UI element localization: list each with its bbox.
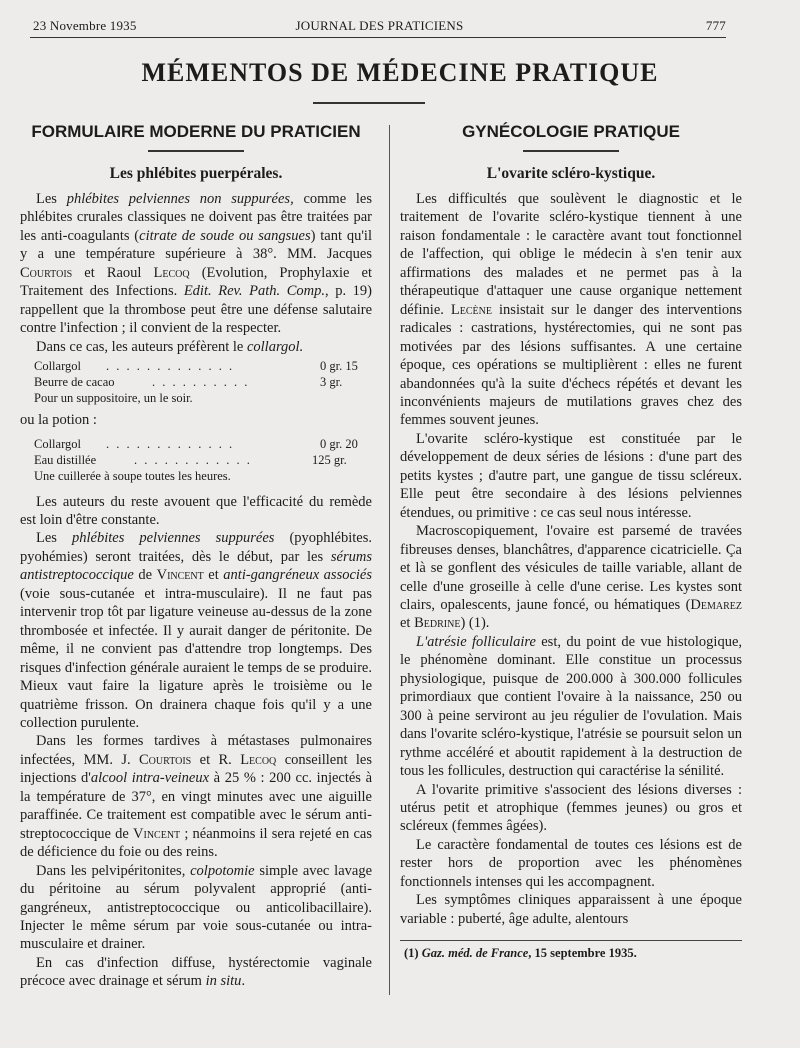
paragraph: Macroscopiquement, l'ovaire est parsemé de travées fibreuses denses, blanchâtres, d'apparence cicatricielle. Ça et là se gonflent des vésicules de taille variable, allant de celle d'une groseille à celle d'une cerise. Les kystes sont clairs, opalescents, jaune foncé, ou hématiques (Demarez et Bedrine) (1).	[400, 523, 742, 632]
author-name: Demarez	[690, 596, 742, 613]
author-name: Lecène	[450, 301, 492, 318]
paragraph: L'ovarite scléro-kystique est constituée par le développement de deux séries de lésions : d'une part des petits kystes ; d'autre part, une gangue de tissu scléreux. Elle peut être secondaire à des lésions pelviennes étendues, ou primitive : ce cas seul nous intéresse.	[400, 430, 742, 521]
footnote-citation: Gaz. méd. de France	[421, 946, 529, 961]
paragraph: Les difficultés que soulèvent le diagnostic et le traitement de l'ovarite scléro-kystique tiennent à une raison fondamentale : le caractère avant tout fonctionnel de l'affection, qui oblige le médecin à s'en tenir aux affirmations des malades et ne permet pas à la thérapeutique d'attaquer une cause organique nettement définie. Lecène insistait sur le danger des interventions radicales : castrations, hystérectomies, qui ne sont pas motivées par des lésions suffisantes. A une certaine époque, ces opérations se multiplièrent : elles ne furent abandonnées qu'à la suite d'échecs répétés et devant les inconvénients majeurs de mutilations graves chez des femmes souvent jeunes.	[400, 191, 742, 429]
author-name: Lecoq	[153, 264, 190, 281]
formula-row: Beurre de cacao . . . . . . . . . . 3 gr.	[34, 375, 343, 390]
author-name: Courtois	[20, 264, 73, 281]
paragraph: Les symptômes cliniques apparaissent à une époque variable : puberté, âge adulte, alentours	[400, 892, 742, 927]
section-rule	[523, 150, 619, 152]
running-header	[33, 16, 726, 36]
section-rule	[148, 150, 244, 152]
right-column	[400, 120, 742, 961]
author-name: Vincent	[156, 567, 204, 584]
header-rule	[30, 37, 726, 38]
paragraph: Dans les formes tardives à métastases pulmonaires infectées, MM. J. Courtois et R. Lecoq conseillent les injections d'alcool intra-veineux à 25 % : 200 cc. injectés à la température de 37°, en vingt minutes avec une aiguille paraffinée. Ce traitement est compatible avec le sérum anti-streptococcique de Vincent ; néanmoins il sera rejeté en cas de déficience du foie ou des reins.	[20, 733, 373, 861]
author-name: Lecoq	[240, 751, 277, 768]
section-title: FORMULAIRE MODERNE DU PRATICIEN	[31, 122, 361, 141]
citation: Edit. Rev. Path. Comp.	[183, 283, 325, 300]
formula-row: Collargol . . . . . . . . . . . . . 0 gr. 20	[34, 436, 358, 451]
article-title: Les phlébites puerpérales.	[109, 165, 283, 182]
page-number: 777	[705, 18, 726, 33]
author-name: Courtois	[139, 751, 192, 768]
formula-row: Collargol . . . . . . . . . . . . . 0 gr. 15	[34, 359, 358, 374]
section-title: GYNÉCOLOGIE PRATIQUE	[462, 122, 680, 141]
author-name: Vincent	[133, 825, 181, 842]
paragraph: Dans ce cas, les auteurs préfèrent le collargol.	[36, 338, 304, 355]
paragraph: ou la potion :	[20, 412, 97, 429]
prescription-formula	[34, 436, 372, 484]
journal-name: JOURNAL DES PRATICIENS	[295, 18, 464, 33]
article-body	[400, 190, 742, 928]
prescription-formula	[34, 358, 372, 406]
page-title: MÉMENTOS DE MÉDECINE PRATIQUE	[141, 58, 659, 87]
paragraph: Dans les pelvipéritonites, colpotomie simple avec lavage du péritoine au sérum polyvalent approprié (anti-gangréneux, antistreptococcique ou anticolibacillaire). Injecter le même sérum par voie sous-cutanée ou intra-musculaire et drainer.	[20, 862, 373, 953]
footnote: (1) Gaz. méd. de France, 15 septembre 1935.	[404, 946, 637, 961]
formula-note: Une cuillerée à soupe toutes les heures.	[34, 468, 231, 483]
footnote-rule	[400, 940, 742, 941]
column-divider	[389, 125, 390, 995]
paragraph: Les phlébites pelviennes suppurées (pyophlébites. pyohémies) seront traitées, dès le début, par les sérums antistreptococcique de Vincent et anti-gangréneux associés (voie sous-cutanée et intra-musculaire). Il ne faut pas intervenir trop tôt par ligature veineuse au-dessus de la zone thrombosée et infectée. Il y aurait danger de péritonite. De même, il ne convient pas d'attendre trop longtemps. Des risques d'infection générale auraient le temps de se produire. Mieux vaut faire la ligature après le troisième ou le quatrième frisson. On drainera chaque fois qu'il y a une collection purulente.	[20, 530, 373, 731]
paragraph: L'atrésie folliculaire est, du point de vue histologique, le phénomène dominant. Elle constitue un processus physiologique, puisque de 200.000 à 300.000 follicules primordiaux que contient l'ovaire à la naissance, 250 ou 300 à peine serviront au jeu régulier de l'ovulation. Mais dans l'ovarite scléro-kystique, l'atrésie se poursuit selon un rythme accéléré et aboutit rapidement à la destruction de tous les follicules, destruction qui caractérise la sénilité.	[400, 633, 742, 780]
article-body	[20, 190, 372, 991]
formula-note: Pour un suppositoire, un le soir.	[34, 391, 193, 406]
author-name: Bedrine	[414, 615, 461, 632]
paragraph: Les auteurs du reste avouent que l'efficacité du remède est loin d'être constante.	[20, 493, 372, 528]
issue-date: 23 Novembre 1935	[33, 18, 137, 33]
paragraph: A l'ovarite primitive s'associent des lésions diverses : utérus petit et atrophique (femmes jeunes) ou gros et scléreux (femmes âgées).	[400, 781, 742, 835]
formula-row: Eau distillée . . . . . . . . . . . . 125 gr.	[34, 452, 347, 467]
title-rule	[313, 102, 425, 104]
paragraph: Les phlébites pelviennes non suppurées, comme les phlébites crurales classiques ne doivent pas être traitées par les anti-coagulants (citrate de soude ou sangsues) tant qu'il y a une température supérieure à 38°. MM. Jacques Courtois et Raoul Lecoq (Evolution, Prophylaxie et Traitement des Infections. Edit. Rev. Path. Comp., p. 19) rappellent que la thrombose peut être une défense salutaire contre l'infection ; il convient de la respecter.	[20, 191, 373, 337]
left-column	[20, 120, 372, 991]
paragraph: En cas d'infection diffuse, hystérectomie vaginale précoce avec drainage et sérum in situ.	[20, 954, 372, 990]
paragraph: Le caractère fondamental de toutes ces lésions est de rester hors de proportion avec les phénomènes fonctionnels intenses qui les accompagnent.	[400, 836, 742, 890]
article-title: L'ovarite scléro-kystique.	[486, 165, 656, 182]
